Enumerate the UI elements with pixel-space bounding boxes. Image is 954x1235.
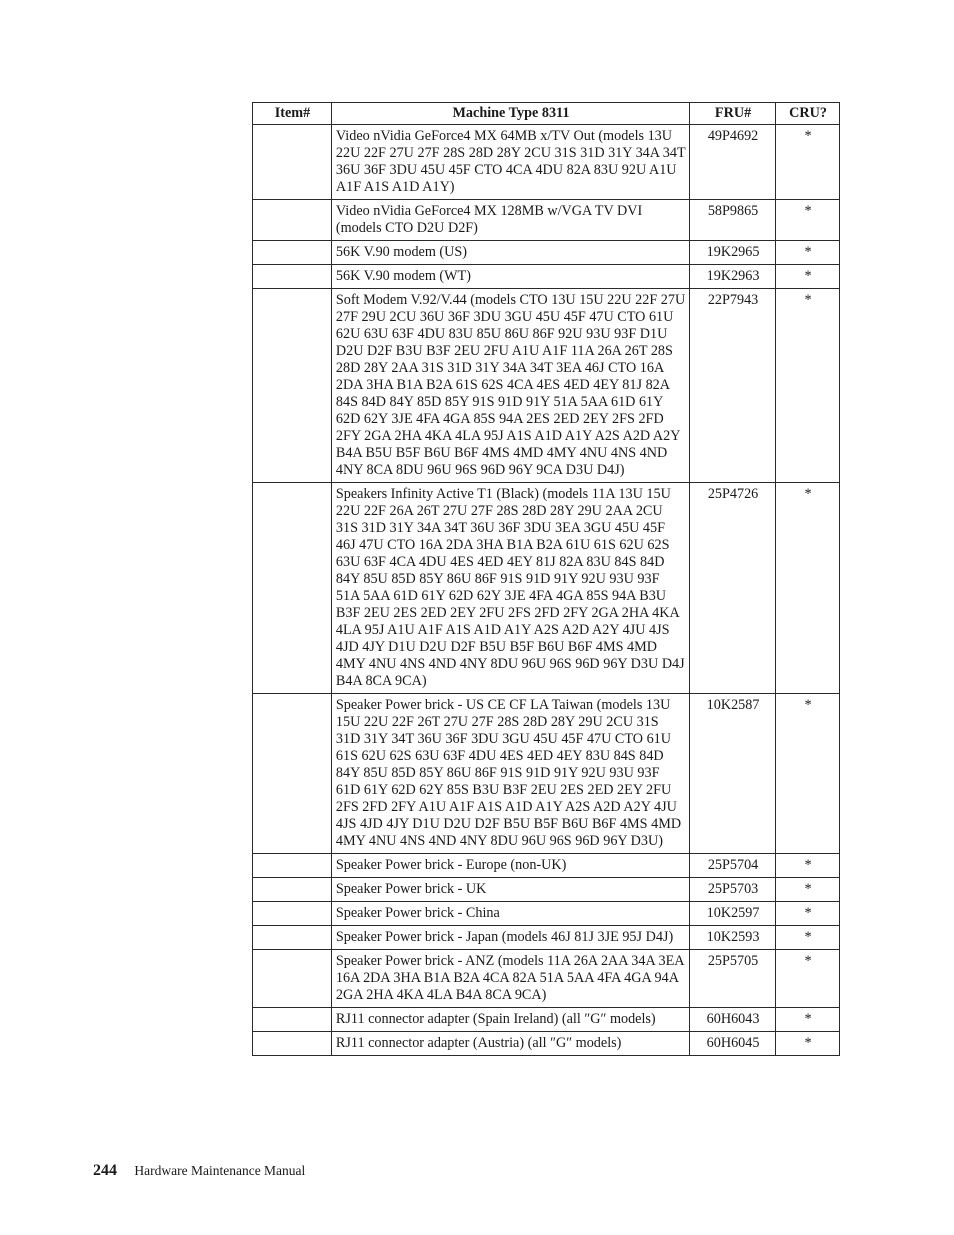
fru-cell: 10K2597	[690, 902, 776, 926]
item-cell	[253, 950, 332, 1008]
table-row	[253, 265, 840, 289]
item-cell	[253, 125, 332, 200]
item-cell	[253, 483, 332, 694]
fru-cell: 25P5703	[690, 878, 776, 902]
cru-cell: *	[776, 1032, 840, 1056]
description-cell: Speaker Power brick - UK	[331, 878, 689, 902]
table-row	[253, 200, 840, 241]
description-cell: RJ11 connector adapter (Austria) (all ″G″ models)	[331, 1032, 689, 1056]
table-row	[253, 926, 840, 950]
item-cell	[253, 241, 332, 265]
fru-cell: 25P4726	[690, 483, 776, 694]
item-cell	[253, 926, 332, 950]
cru-cell: *	[776, 241, 840, 265]
item-cell	[253, 1008, 332, 1032]
description-cell: Video nVidia GeForce4 MX 128MB w/VGA TV DVI (models CTO D2U D2F)	[331, 200, 689, 241]
table-header-row	[253, 103, 840, 125]
cru-cell: *	[776, 902, 840, 926]
description-cell: Speaker Power brick - US CE CF LA Taiwan (models 13U 15U 22U 22F 26T 27U 27F 28S 28D 28Y 29U 2CU 31S 31D 31Y 34T 36U 36F 3DU 3GU 45U 45F 47U CTO 61U 61S 62U 62S 63U 63F 4DU 4ES 4ED 4EY 83U 84S 84D 84Y 85U 85D 85Y 86U 86F 91S 91D 91Y 92U 93U 93F 61D 61Y 62D 62Y 85S B3U B3F 2EU 2ES 2ED 2EY 2FU 2FS 2FD 2FY A1U A1F A1S A1D A1Y A2S A2D A2Y 4JU 4JS 4JD 4JY D1U D2U D2F B5U B5F B6U B6F 4MS 4MD 4MY 4NU 4NS 4ND 4NY 8DU 96U 96S 96D 96Y D3U)	[331, 694, 689, 854]
cru-cell: *	[776, 878, 840, 902]
description-cell: 56K V.90 modem (WT)	[331, 265, 689, 289]
fru-cell: 25P5705	[690, 950, 776, 1008]
description-cell: Speaker Power brick - Europe (non-UK)	[331, 854, 689, 878]
item-cell	[253, 1032, 332, 1056]
fru-cell: 19K2965	[690, 241, 776, 265]
fru-cell: 60H6045	[690, 1032, 776, 1056]
fru-cell: 60H6043	[690, 1008, 776, 1032]
description-cell: Speaker Power brick - ANZ (models 11A 26A 2AA 34A 3EA 16A 2DA 3HA B1A B2A 4CA 82A 51A 5AA 4FA 4GA 94A 2GA 2HA 4KA 4LA B4A 8CA 9CA)	[331, 950, 689, 1008]
description-cell: 56K V.90 modem (US)	[331, 241, 689, 265]
item-cell	[253, 854, 332, 878]
header-fru: FRU#	[690, 103, 776, 125]
cru-cell: *	[776, 950, 840, 1008]
header-item: Item#	[253, 103, 332, 125]
header-machine-type: Machine Type 8311	[331, 103, 689, 125]
item-cell	[253, 265, 332, 289]
header-cru: CRU?	[776, 103, 840, 125]
fru-cell: 10K2593	[690, 926, 776, 950]
cru-cell: *	[776, 694, 840, 854]
table-row	[253, 483, 840, 694]
manual-title: Hardware Maintenance Manual	[134, 1163, 306, 1178]
table-row	[253, 241, 840, 265]
fru-cell: 25P5704	[690, 854, 776, 878]
cru-cell: *	[776, 926, 840, 950]
table-row	[253, 1008, 840, 1032]
item-cell	[253, 878, 332, 902]
table-row	[253, 854, 840, 878]
cru-cell: *	[776, 200, 840, 241]
description-cell: Speakers Infinity Active T1 (Black) (models 11A 13U 15U 22U 22F 26A 26T 27U 27F 28S 28D 28Y 29U 2AA 2CU 31S 31D 31Y 34A 34T 36U 36F 3DU 3EA 3GU 45U 45F 46J 47U CTO 16A 2DA 3HA B1A B2A 61U 61S 62U 62S 63U 63F 4CA 4DU 4ES 4ED 4EY 81J 82A 83U 84S 84D 84Y 85U 85D 85Y 86U 86F 91S 91D 91Y 92U 93U 93F 51A 5AA 61D 61Y 62D 62Y 3JE 4FA 4GA 85S 94A B3U B3F 2EU 2ES 2ED 2EY 2FU 2FS 2FD 2FY 2GA 2HA 4KA 4LA 95J A1U A1F A1S A1D A1Y A2S A2D A2Y 4JU 4JS 4JD 4JY D1U D2U D2F B5U B5F B6U B6F 4MS 4MD 4MY 4NU 4NS 4ND 4NY 8DU 96U 96S 96D 96Y D3U D4J B4A 8CA 9CA)	[331, 483, 689, 694]
parts-table	[252, 102, 840, 1056]
description-cell: Speaker Power brick - Japan (models 46J 81J 3JE 95J D4J)	[331, 926, 689, 950]
description-cell: Soft Modem V.92/V.44 (models CTO 13U 15U 22U 22F 27U 27F 29U 2CU 36U 36F 3DU 3GU 45U 45F 47U CTO 61U 62U 63U 63F 4DU 83U 85U 86U 86F 92U 93U 93F D1U D2U D2F B3U B3F 2EU 2FU A1U A1F 11A 26A 26T 28S 28D 28Y 2AA 31S 31D 31Y 34A 34T 3EA 46J CTO 16A 2DA 3HA B1A B2A 61S 62S 4CA 4ES 4ED 4EY 81J 82A 84S 84D 84Y 85D 85Y 91S 91D 91Y 51A 5AA 61D 61Y 62D 62Y 3JE 4FA 4GA 85S 94A 2ES 2ED 2EY 2FS 2FD 2FY 2GA 2HA 4KA 4LA 95J A1S A1D A1Y A2S A2D A2Y B4A B5U B5F B6U B6F 4MS 4MD 4MY 4NU 4NS 4ND 4NY 8CA 8DU 96U 96S 96D 96Y 9CA D3U D4J)	[331, 289, 689, 483]
cru-cell: *	[776, 125, 840, 200]
cru-cell: *	[776, 854, 840, 878]
cru-cell: *	[776, 483, 840, 694]
fru-cell: 22P7943	[690, 289, 776, 483]
item-cell	[253, 902, 332, 926]
table-row	[253, 694, 840, 854]
table-row	[253, 878, 840, 902]
page-number: 244	[93, 1162, 117, 1179]
fru-cell: 19K2963	[690, 265, 776, 289]
item-cell	[253, 200, 332, 241]
fru-cell: 58P9865	[690, 200, 776, 241]
table-row	[253, 1032, 840, 1056]
table-row	[253, 902, 840, 926]
description-cell: RJ11 connector adapter (Spain Ireland) (all ″G″ models)	[331, 1008, 689, 1032]
item-cell	[253, 289, 332, 483]
cru-cell: *	[776, 289, 840, 483]
table-row	[253, 125, 840, 200]
item-cell	[253, 694, 332, 854]
fru-cell: 49P4692	[690, 125, 776, 200]
cru-cell: *	[776, 1008, 840, 1032]
table-row	[253, 289, 840, 483]
page-footer	[93, 1162, 305, 1180]
fru-cell: 10K2587	[690, 694, 776, 854]
cru-cell: *	[776, 265, 840, 289]
description-cell: Speaker Power brick - China	[331, 902, 689, 926]
description-cell: Video nVidia GeForce4 MX 64MB x/TV Out (models 13U 22U 22F 27U 27F 28S 28D 28Y 2CU 31S 31D 31Y 34A 34T 36U 36F 3DU 45U 45F CTO 4CA 4DU 82A 83U 92U A1U A1F A1S A1D A1Y)	[331, 125, 689, 200]
table-row	[253, 950, 840, 1008]
